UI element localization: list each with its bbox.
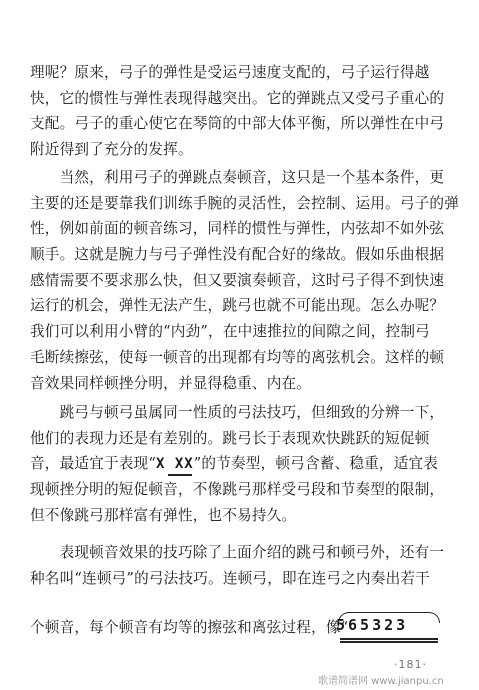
text-line: 表现顿音效果的技巧除了上面介绍的跳弓和顿弓外，还有一 [30,544,445,561]
paragraph-2 [30,165,460,396]
text-line: 毛断续擦弦，使每一顿音的出现都有均等的离弦机会。这样的顿 [30,348,445,366]
watermark: 歌谱简谱网 www.jianpu.cn [318,676,444,687]
text-fragment: 音，最适宜于表现“ [30,455,157,473]
text-line-with-rhythm [30,451,460,477]
text-line: 附近得到了充分的发挥。 [30,141,193,159]
underline-mark [340,641,438,643]
paragraph-3 [30,400,460,528]
underline-mark [168,474,192,476]
text-line: 种名叫“连顿弓”的弓法技巧。连顿弓，即在连弓之内奏出若干 [30,569,430,587]
notation-example [332,612,447,644]
paragraph-1 [30,60,460,163]
text-line: 感情需要不要求那么快，但又要演奏顿音，这时弓子得不到快速 [30,271,445,289]
text-line: 个顿音，每个顿音有均等的擦弦和离弦过程，像“ [30,619,349,637]
text-line: 跳弓与顿弓虽属同一性质的弓法技巧，但细致的分辨一下， [30,404,445,421]
text-line: 但不像跳弓那样富有弹性，也不易持久。 [30,506,297,524]
text-line: 快，它的惯性与弹性表现得越突出。它的弹跳点又受弓子重心的 [30,89,445,107]
text-line: 性，例如前面的顿音练习，同样的惯性与弹性，内弦却不如外弦 [30,220,445,238]
text-line: 理呢？原来，弓子的弹性是受运弓速度支配的，弓子运行得越 [30,64,430,81]
text-line: 音效果同样顿挫分明，并显得稳重、内在。 [30,374,312,392]
text-line: 主要的还是要靠我们训练手腕的灵活性，会控制、运用。弓子的弹 [30,194,460,212]
text-line: 我们可以利用小臂的“内劲”，在中速推拉的间隙之间，控制弓 [30,323,430,341]
underline-mark [340,638,438,640]
text-fragment: ”的节奏型，顿弓含蓄、稳重，适宜表 [193,455,439,473]
page-number: ·181· [394,658,427,671]
text-line: 当然，利用弓子的弹跳点奏顿音，这只是一个基本条件，更 [30,169,445,186]
rhythm-pattern [156,451,194,477]
text-line: 支配。弓子的重心使它在琴筒的中部大体平衡，所以弹性在中弓 [30,115,445,133]
text-line: 顺手。这就是腕力与弓子弹性没有配合好的缘故。假如乐曲根据 [30,246,445,264]
text-line: 现顿挫分明的短促顿音，不像跳弓那样受弓段和节奏型的限制， [30,481,445,499]
rhythm-notation: X XX [156,456,194,473]
text-line: 运行的机会，弹性无法产生，跳弓也就不可能出现。怎么办呢？ [30,297,445,315]
jianpu-digits: 565323 [336,616,409,634]
text-line: 他们的表现力还是有差别的。跳弓长于表现欢快跳跃的短促顿 [30,429,430,447]
